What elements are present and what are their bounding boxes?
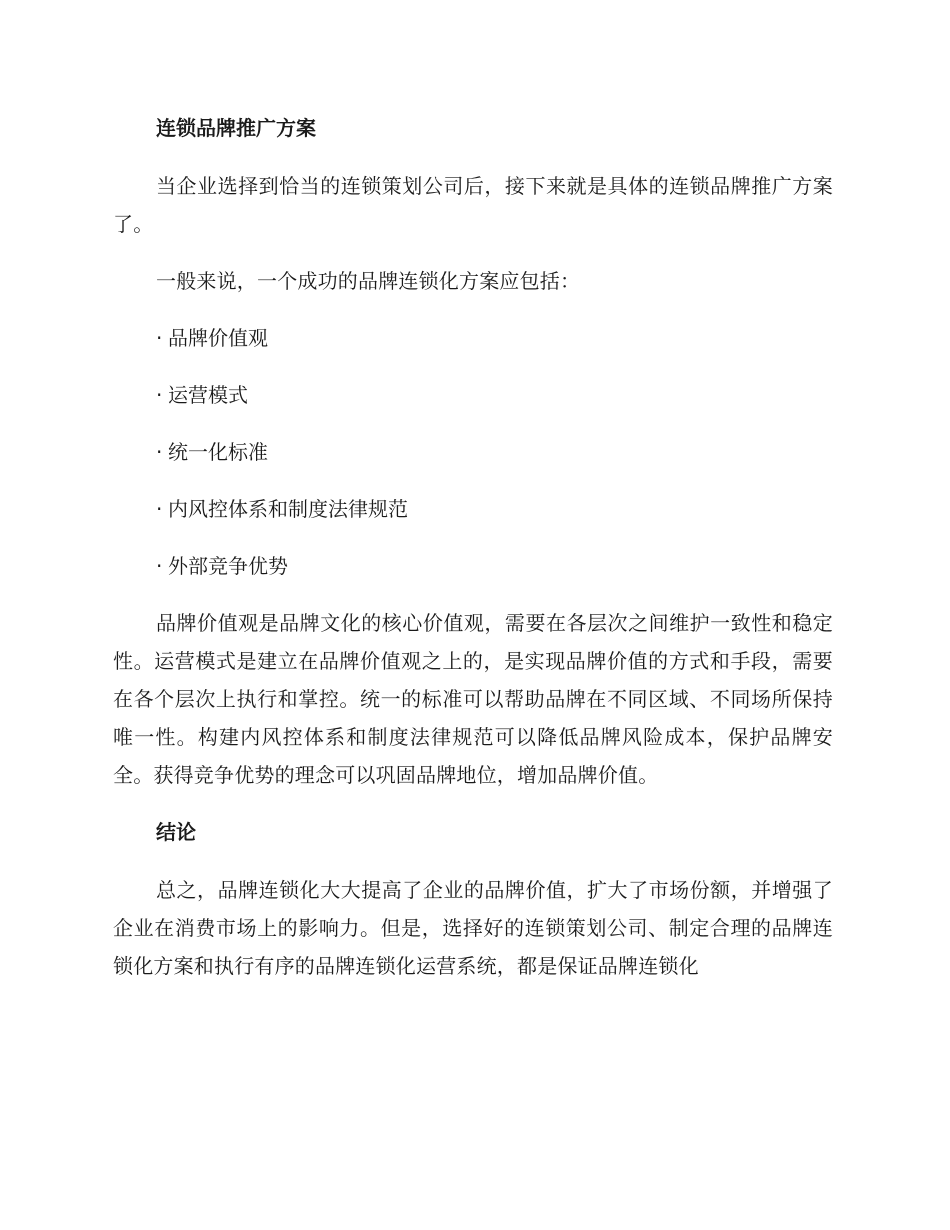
list-item — [113, 490, 833, 528]
list-item — [113, 319, 833, 357]
intro-paragraph: 当企业选择到恰当的连锁策划公司后，接下来就是具体的连锁品牌推广方案了。 — [113, 174, 833, 236]
list-item-text: 运营模式 — [168, 383, 248, 407]
lead-paragraph: 一般来说，一个成功的品牌连锁化方案应包括： — [156, 269, 581, 293]
plan-components-list — [113, 319, 833, 585]
list-item — [113, 433, 833, 471]
list-item-text: 统一化标准 — [168, 440, 268, 464]
list-item-text: 品牌价值观 — [168, 326, 268, 350]
list-item — [113, 376, 833, 414]
section-heading-promotion-plan: 连锁品牌推广方案 — [156, 116, 316, 140]
bullet-marker: · — [156, 326, 163, 350]
bullet-marker: · — [156, 554, 163, 578]
explanation-paragraph: 品牌价值观是品牌文化的核心价值观，需要在各层次之间维护一致性和稳定性。运营模式是建立在品牌价值观之上的，是实现品牌价值的方式和手段，需要在各个层次上执行和掌控。统一的标准可以帮助品牌在不同区域、不同场所保持唯一性。构建内风控体系和制度法律规范可以降低品牌风险成本，保护品牌安全。获得竞争优势的理念可以巩固品牌地位，增加品牌价值。 — [113, 611, 833, 787]
list-item — [113, 547, 833, 585]
bullet-marker: · — [156, 440, 163, 464]
list-item-text: 内风控体系和制度法律规范 — [168, 497, 408, 521]
bullet-marker: · — [156, 497, 163, 521]
section-heading-conclusion: 结论 — [156, 820, 196, 844]
document-content — [113, 109, 833, 1004]
bullet-marker: · — [156, 383, 163, 407]
list-item-text: 外部竞争优势 — [168, 554, 288, 578]
conclusion-paragraph: 总之，品牌连锁化大大提高了企业的品牌价值，扩大了市场份额，并增强了企业在消费市场上的影响力。但是，选择好的连锁策划公司、制定合理的品牌连锁化方案和执行有序的品牌连锁化运营系统，都是保证品牌连锁化 — [113, 878, 833, 978]
